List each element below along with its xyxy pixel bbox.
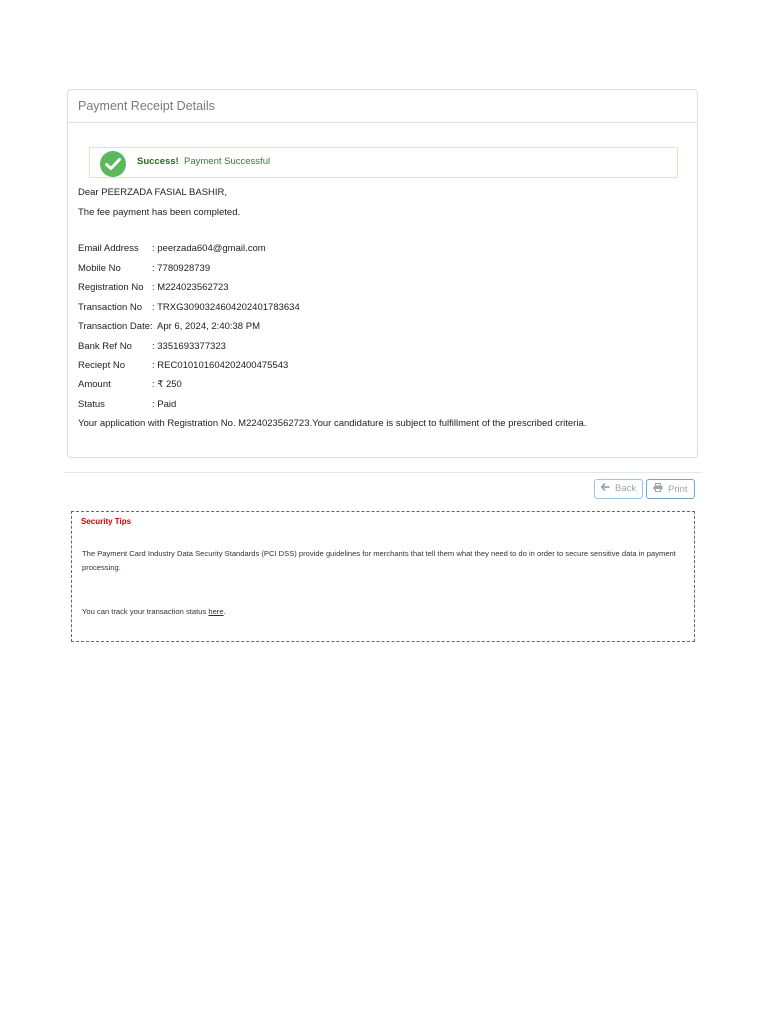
field-label: Mobile No xyxy=(78,263,121,274)
field-value: : Paid xyxy=(152,399,177,410)
check-circle-icon xyxy=(100,151,126,177)
field-label: Email Address xyxy=(78,243,139,254)
field-value: : M224023562723 xyxy=(152,282,229,293)
back-button[interactable] xyxy=(594,479,643,499)
field-value: : REC010101604202400475543 xyxy=(152,360,289,371)
field-mobile xyxy=(78,263,211,274)
field-bank-ref xyxy=(78,341,226,352)
printer-icon xyxy=(653,483,663,494)
back-label: Back xyxy=(615,483,637,494)
field-value: : ₹ 250 xyxy=(152,379,182,390)
field-value: : TRXG3090324604202401783634 xyxy=(152,302,300,313)
security-tips-box xyxy=(71,511,695,642)
arrow-left-icon xyxy=(601,483,610,493)
field-label: Status xyxy=(78,399,105,410)
alert-title: Success! xyxy=(137,156,179,167)
field-amount xyxy=(78,379,182,390)
completion-text: The fee payment has been completed. xyxy=(78,207,241,218)
application-note: Your application with Registration No. M224023562723.Your candidature is subject to fulfillment of the prescribed criteria. xyxy=(78,418,587,429)
field-label: Registration No xyxy=(78,282,144,293)
field-label: Bank Ref No xyxy=(78,341,132,352)
field-transaction-no xyxy=(78,302,300,313)
greeting: Dear PEERZADA FASIAL BASHIR, xyxy=(78,187,228,198)
track-status-text xyxy=(82,607,226,616)
print-label: Print xyxy=(668,484,688,495)
security-tips-text: The Payment Card Industry Data Security Standards (PCI DSS) provide guidelines for merchants that tell them what they need to do in order to secure sensitive data in payment processing. xyxy=(82,549,676,572)
security-tips-title: Security Tips xyxy=(81,517,132,526)
field-registration xyxy=(78,282,229,293)
field-label: Transaction Date: xyxy=(78,321,153,332)
field-value: : 7780928739 xyxy=(152,263,211,274)
field-email xyxy=(78,243,266,254)
panel-heading: Payment Receipt Details xyxy=(68,90,697,123)
field-value: : peerzada604@gmail.com xyxy=(152,243,266,254)
alert-text xyxy=(137,156,270,167)
track-suffix: . xyxy=(223,607,226,616)
field-value: : 3351693377323 xyxy=(152,341,226,352)
field-label: Amount xyxy=(78,379,111,390)
track-prefix: You can track your transaction status xyxy=(82,607,209,616)
track-here-link[interactable]: here xyxy=(208,607,224,616)
field-label: Transaction No xyxy=(78,302,143,313)
field-status xyxy=(78,399,177,410)
field-transaction-date xyxy=(78,321,260,332)
print-button[interactable] xyxy=(646,479,695,499)
field-value: Apr 6, 2024, 2:40:38 PM xyxy=(157,321,260,332)
receipt-panel xyxy=(67,89,698,458)
field-receipt-no xyxy=(78,360,289,371)
success-alert xyxy=(89,147,678,178)
alert-message: Payment Successful xyxy=(184,156,271,167)
divider xyxy=(64,472,702,473)
field-label: Reciept No xyxy=(78,360,125,371)
